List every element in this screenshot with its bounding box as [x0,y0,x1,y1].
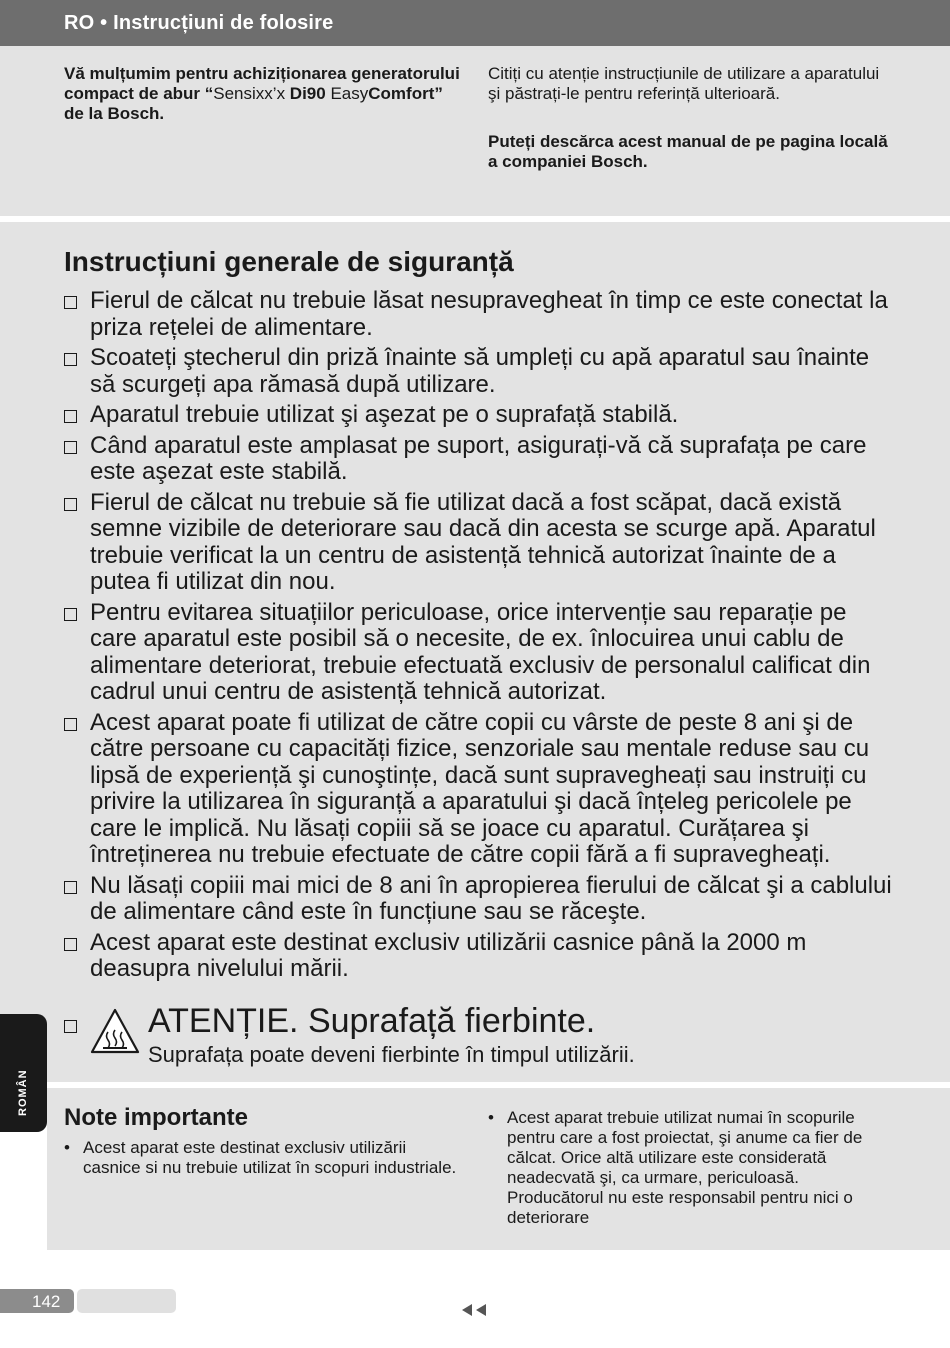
page-bar [77,1289,176,1313]
checkbox-bullet-icon [64,441,77,454]
safety-item-text: Nu lăsați copiii mai mici de 8 ani în apropierea fierului de călcat şi a cablului de alimentare când este în funcțiune sau se răceşte. [90,871,892,925]
safety-item [64,600,894,706]
note-item [488,1108,888,1228]
safety-item-text: Aparatul trebuie utilizat şi aşezat pe o suprafață stabilă. [90,401,679,428]
intro-thanks [64,64,464,124]
intro-thanks-model: Di90 [285,84,326,103]
checkbox-bullet-icon [64,353,77,366]
intro-section [0,46,950,216]
safety-item-text: Acest aparat este destinat exclusiv utilizării casnice până la 2000 m deasupra nivelului mării. [90,928,807,982]
safety-item [64,433,894,486]
safety-item-text: Fierul de călcat nu trebuie să fie utilizat dacă a fost scăpat, dacă există semne vizibile de deteriorare sau dacă din acesta se scurge apă. Aparatul trebuie verificat la un centru de asistență tehnică autorizat înainte de a putea fi utilizat din nou. [90,488,876,595]
safety-item-text: Scoateți ştecherul din priză înainte să umpleți cu apă aparatul sau înainte să scurgeți apa rămasă după utilizare. [90,344,870,398]
intro-download-text: Puteți descărca acest manual de pe pagina locală a companiei Bosch. [488,132,888,171]
safety-section [0,222,950,1082]
notes-title: Note importante [64,1104,249,1131]
header-bar [0,0,950,46]
intro-thanks-bold-3: Comfort” de la Bosch. [64,84,443,123]
checkbox-bullet-icon [64,938,77,951]
safety-list [64,288,894,987]
safety-title: Instrucțiuni generale de siguranță [64,246,514,277]
warning-text: Suprafața poate deveni fierbinte în timpul utilizării. [148,1042,635,1067]
notes-right-list [488,1108,888,1228]
checkbox-bullet-icon [64,1020,77,1033]
safety-item [64,288,894,341]
page-header-title: RO • Instrucțiuni de folosire [64,12,334,34]
bullet-icon: • [64,1138,70,1157]
safety-item [64,930,894,983]
safety-item [64,490,894,596]
notes-left-list [64,1138,464,1178]
checkbox-bullet-icon [64,410,77,423]
note-item-text: Acest aparat trebuie utilizat numai în scopurile pentru care a fost proiectat, şi anume ca fier de călcat. Orice altă utilizare este considerată neadecvată şi, ca urmare, periculoasă. Producătorul nu este responsabil pentru nici o deteriorare [507,1108,863,1227]
note-item [64,1138,464,1178]
notes-section [47,1088,950,1250]
checkbox-bullet-icon [64,296,77,309]
safety-item-text: Când aparatul este amplasat pe suport, asigurați-vă că suprafața pe care este aşezat este stabilă. [90,431,867,485]
bullet-icon: • [488,1108,494,1127]
checkbox-bullet-icon [64,498,77,511]
language-side-label: ROMÂN [17,1069,29,1116]
intro-read-text: Citiți cu atenție instrucțiunile de utilizare a aparatului şi păstrați-le pentru referință ulterioară. [488,64,880,103]
hot-surface-warning [64,1002,894,1072]
note-item-text: Acest aparat este destinat exclusiv utilizării casnice si nu trebuie utilizat în scopuri industriale. [83,1138,457,1177]
hot-surface-warning-icon [90,1008,140,1054]
intro-read [488,64,888,172]
checkbox-bullet-icon [64,608,77,621]
safety-item [64,710,894,869]
intro-thanks-bold-1: Vă mulțumim pentru achiziționarea generatorului compact de abur “ [64,64,460,103]
intro-thanks-product: Sensixx’x [213,84,286,103]
safety-item-text: Pentru evitarea situațiilor periculoase, orice intervenție sau reparație pe care aparatul este posibil să o necesite, de ex. înlocuirea unui cablu de alimentare deteriorat, trebuie efectuată exclusiv de personalul calificat din cadrul unui centru de asistență tehnică autorizat. [90,598,871,705]
checkbox-bullet-icon [64,718,77,731]
warning-title: ATENȚIE. Suprafață fierbinte. [148,1002,596,1040]
page-number: 142 [32,1292,61,1311]
safety-item-text: Fierul de călcat nu trebuie lăsat nesupravegheat în timp ce este conectat la priza rețelei de alimentare. [90,287,888,341]
safety-item-text: Acest aparat poate fi utilizat de către copii cu vârste de peste 8 ani şi de către persoane cu capacități fizice, senzoriale sau mentale reduse sau cu lipsă de experiență şi cunoştințe, dacă sunt supravegheați sau instruiți cu privire la utilizarea în siguranță a aparatului şi dacă înțeleg pericolele pe care le implică. Nu lăsați copiii să se joace cu aparatul. Curățarea şi întreținerea nu trebuie efectuate de către copii fără a fi supravegheați. [90,708,870,868]
language-side-tab [0,1014,47,1132]
page-number-box [0,1289,74,1313]
safety-item [64,345,894,398]
safety-item [64,402,894,429]
safety-item [64,873,894,926]
intro-thanks-easy: Easy [325,84,369,103]
back-arrows-icon[interactable] [460,1302,488,1318]
checkbox-bullet-icon [64,881,77,894]
